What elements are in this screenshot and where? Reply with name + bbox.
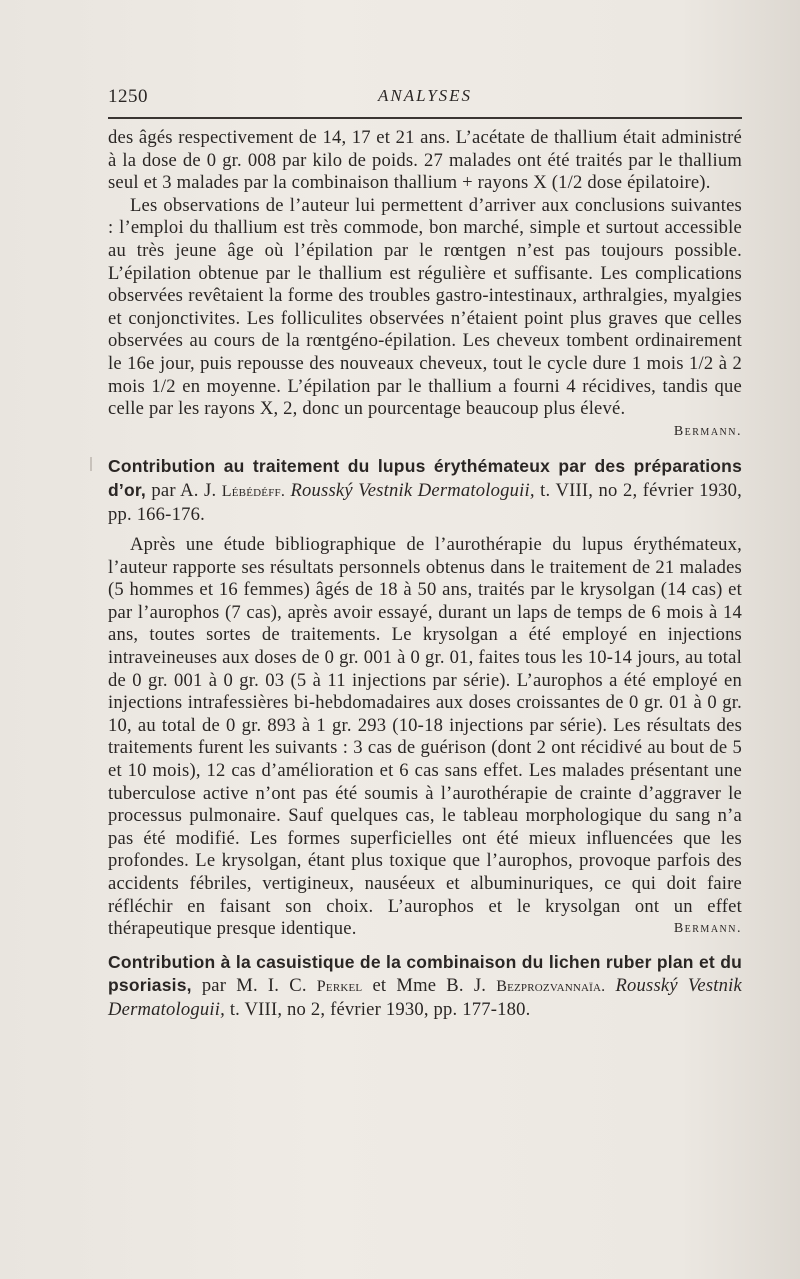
page-header (108, 86, 742, 110)
article-author: Lébédéff. (221, 482, 286, 500)
article-heading-lichen (108, 951, 742, 1022)
page-body (108, 127, 742, 1022)
article-by: par A. J. (151, 479, 217, 501)
article-author: Bezprozvannaïa. (496, 978, 606, 996)
review-signature: Bermann. (673, 423, 742, 439)
article-body-text: Après une étude bibliographique de l’aurothérapie du lupus érythémateux, l’auteur rapporte ses résultats personnels obtenus dans le traitement de 21 malades (5 hommes et 16 femmes) âgés de 18 à 50 ans, traités par le krysolgan (14 cas) et par l’aurophos (7 cas), après avoir essayé, durant un laps de temps de 6 mois à 14 ans, toutes sortes de traitements. Le krysolgan a été employé en injections intraveineuses aux doses de 0 gr. 001 à 0 gr. 01, faites tous les 10-14 jours, au total de 0 gr. 001 à 0 gr. 03 (5 à 11 injections par série). L’aurophos a été employé en injections intrafessières bi-hebdomadaires aux doses croissantes de 0 gr. 01 à 0 gr. 10, au total de 0 gr. 893 à 1 gr. 293 (10-18 injections par série). Les résultats des traitements furent les suivants : 3 cas de guérison (dont 2 ont récidivé au bout de 5 et 10 mois), 12 cas d’amélioration et 6 cas sans effet. Les malades présentant une tuberculose active n’ont pas été soumis à l’aurothérapie de crainte d’aggraver le processus pulmonaire. Sauf quelques cas, le tableau morphologique du sang n’a pas été modifié. Les formes superficielles ont été mieux influencées que les profondes. Le krysolgan, étant plus toxique que l’aurophos, provoque parfois des accidents fébriles, vertigineux, nauséeux et albuminuriques, ce qui doit faire réfléchir en faisant son choix. L’aurophos et le krysolgan ont un effet thérapeutique presque identique. (108, 534, 742, 940)
article-journal: Rousský Vestnik Dermatologuii, (290, 479, 535, 501)
running-title: ANALYSES (377, 86, 473, 105)
article-heading-lupus (108, 455, 742, 526)
header-rule (108, 117, 742, 119)
article-conjunction: et Mme B. J. (372, 975, 487, 997)
review-signature: Bermann. (673, 921, 742, 937)
article-title: Contribution à la casuistique de la combinaison du lichen ruber plan et du psoriasis, (108, 951, 742, 996)
page-number: 1250 (108, 86, 148, 107)
article-by: par M. I. C. (201, 975, 307, 997)
article-body-lupus (108, 534, 742, 941)
article-citation: t. VIII, no 2, février 1930, pp. 166-176. (108, 479, 742, 525)
margin-mark (90, 457, 92, 471)
continued-paragraph-2: Les observations de l’auteur lui permettent d’arriver aux conclusions suivantes : l’emploi du thallium est très commode, bon marché, simple et surtout accessible au très jeune âge où l’épilation par le rœntgen n’est pas toujours possible. L’épilation obtenue par le thallium est régulière et suffisante. Les complications observées revêtaient la forme des troubles gastro-intestinaux, arthralgies, myalgies et conjonctivites. Les folliculites observées n’étaient point plus graves que celles observées au cours de la rœntgéno-épilation. Les cheveux tombent ordinairement le 16e jour, puis repousse des nouveaux cheveux, tout le cycle dure 1 mois 1/2 à 2 mois 1/2 en moyenne. L’épilation par le thallium a fourni 4 récidives, tandis que celle par les rayons X, 2, donc un pourcentage beaucoup plus élevé. (108, 194, 742, 420)
continued-paragraph-1: des âgés respectivement de 14, 17 et 21 ans. L’acétate de thallium était administré à la dose de 0 gr. 008 par kilo de poids. 27 malades ont été traités par le thallium seul et 3 malades par la combinaison thallium + rayons X (1/2 dose épilatoire). (108, 127, 742, 194)
article-journal: Rousský Vestnik Dermatologuii, (108, 975, 742, 1020)
article-author: Perkel (316, 978, 363, 996)
article-title: Contribution au traitement du lupus érythémateux par des préparations d’or, (108, 456, 742, 500)
article-citation: t. VIII, no 2, février 1930, pp. 177-180. (229, 998, 531, 1020)
